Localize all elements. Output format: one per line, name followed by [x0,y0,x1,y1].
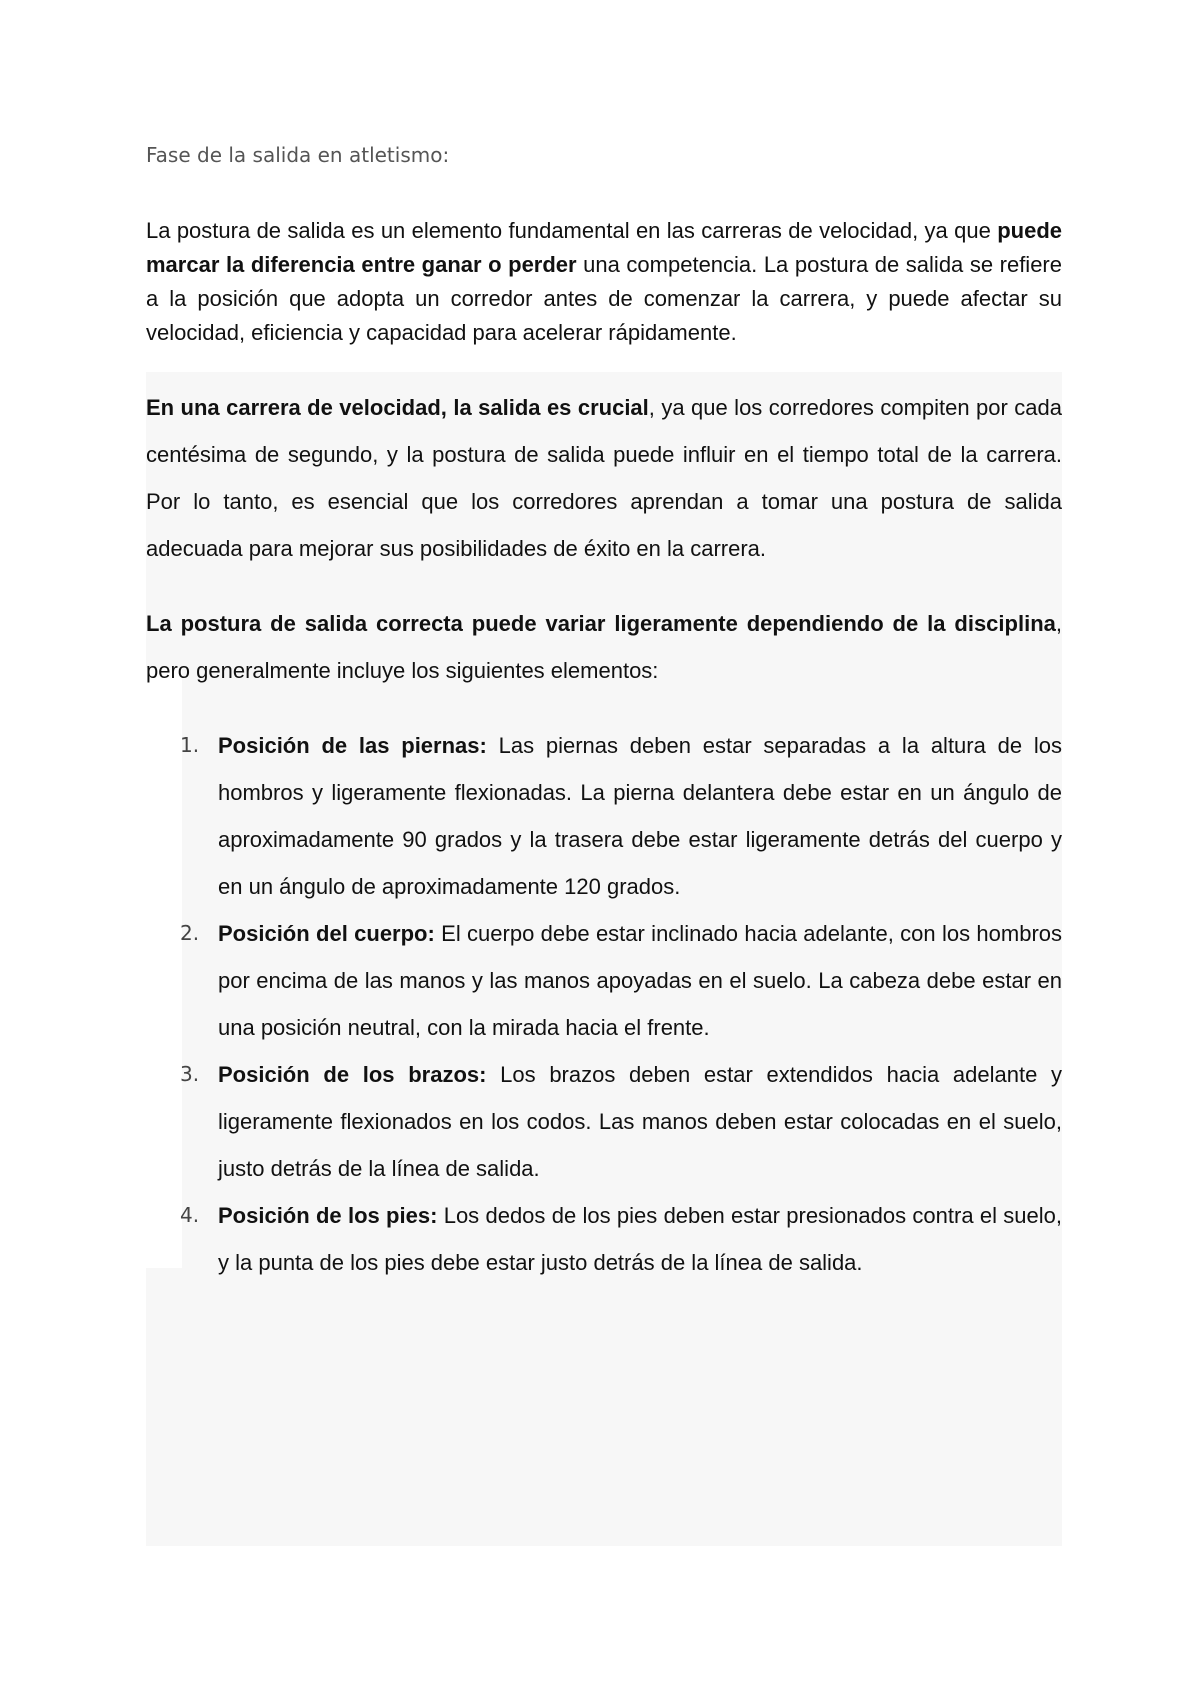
paragraph-elements-text: , pero generalmente incluye los siguientes elementos: [146,611,1062,683]
list-item [146,910,1062,1051]
list-item-label: Posición de los brazos: [218,1062,487,1087]
paragraph-crucial [146,384,1062,572]
paragraph-intro-text-b: una competencia. La postura de salida se refiere a la posición que adopta un corredor antes de comenzar la carrera, y puede afectar su velocidad, eficiencia y capacidad para acelerar rápidamente. [146,252,1062,345]
list-item [146,1192,1062,1286]
document-title: Fase de la salida en atletismo: [146,143,450,167]
list-item-text: Las piernas deben estar separadas a la altura de los hombros y ligeramente flexionadas. La pierna delantera debe estar en un ángulo de aproximadamente 90 grados y la trasera debe estar ligeramente detrás del cuerpo y en un ángulo de aproximadamente 120 grados. [218,733,1062,899]
list-item-number: 1. [180,733,200,757]
elements-list [146,722,1062,1286]
list-item-label: Posición de las piernas: [218,733,487,758]
list-item-number: 3. [180,1062,200,1086]
paragraph-intro [146,214,1062,350]
list-item-number: 2. [180,921,200,945]
list-item-number: 4. [180,1203,200,1227]
list-item [146,722,1062,910]
list-item-text: Los dedos de los pies deben estar presionados contra el suelo, y la punta de los pies debe estar justo detrás de la línea de salida. [218,1203,1062,1275]
paragraph-intro-text-a: La postura de salida es un elemento fundamental en las carreras de velocidad, ya que [146,218,998,243]
list-item-label: Posición del cuerpo: [218,921,435,946]
list-item-label: Posición de los pies: [218,1203,438,1228]
paragraph-crucial-text: , ya que los corredores compiten por cada centésima de segundo, y la postura de salida puede influir en el tiempo total de la carrera. Por lo tanto, es esencial que los corredores aprendan a tomar una postura de salida adecuada para mejorar sus posibilidades de éxito en la carrera. [146,395,1063,561]
paragraph-elements-bold: La postura de salida correcta puede variar ligeramente dependiendo de la disciplina [146,611,1056,636]
document-content [146,140,1062,1286]
list-item-text: El cuerpo debe estar inclinado hacia adelante, con los hombros por encima de las manos y las manos apoyadas en el suelo. La cabeza debe estar en una posición neutral, con la mirada hacia el frente. [218,921,1063,1040]
list-item-text: Los brazos deben estar extendidos hacia adelante y ligeramente flexionados en los codos. Las manos deben estar colocadas en el suelo, justo detrás de la línea de salida. [218,1062,1063,1181]
paragraph-crucial-bold: En una carrera de velocidad, la salida es crucial [146,395,649,420]
list-item [146,1051,1062,1192]
paragraph-intro-bold: puede marcar la diferencia entre ganar o perder [146,218,1062,277]
paragraph-elements [146,600,1062,694]
